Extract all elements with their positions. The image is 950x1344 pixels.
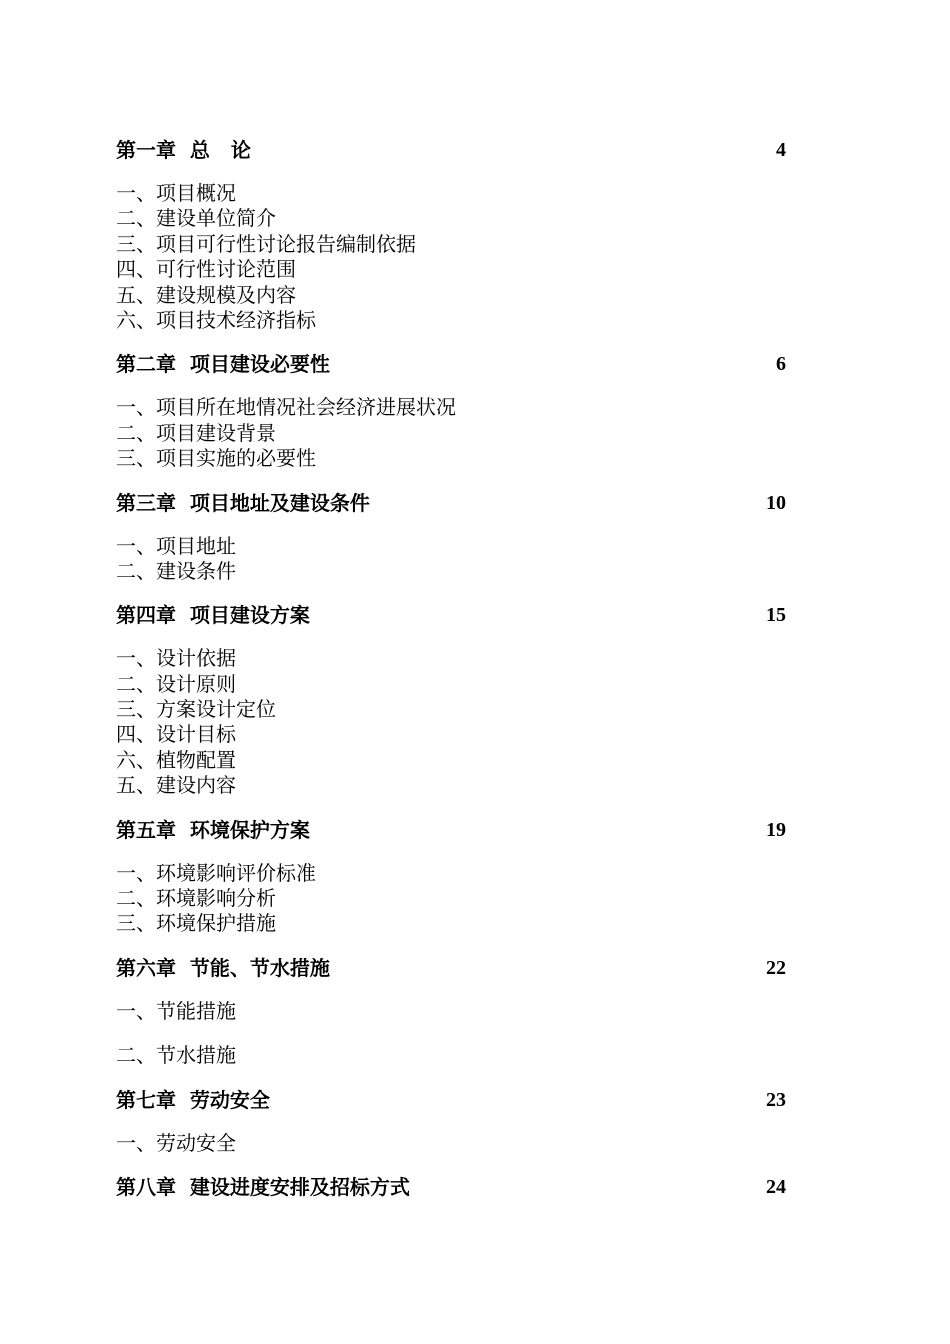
chapter-page-number: 23 xyxy=(766,1088,786,1111)
chapter-title: 第五章 环境保护方案 xyxy=(116,817,310,842)
toc-section[interactable]: 六、植物配置 xyxy=(116,747,236,772)
toc-chapter-7[interactable] xyxy=(116,1086,786,1114)
toc-section[interactable]: 四、可行性讨论范围 xyxy=(116,257,296,282)
toc-section[interactable]: 二、建设条件 xyxy=(116,558,236,583)
toc-section[interactable]: 一、节能措施 xyxy=(116,998,236,1023)
chapter-title: 第七章 劳动安全 xyxy=(116,1087,270,1112)
toc-section[interactable]: 一、项目概况 xyxy=(116,181,236,205)
toc-section[interactable]: 一、设计依据 xyxy=(116,646,236,671)
toc-section[interactable]: 一、劳动安全 xyxy=(116,1130,236,1155)
chapter-title: 第六章 节能、节水措施 xyxy=(116,955,330,980)
toc-section[interactable]: 五、建设规模及内容 xyxy=(116,282,296,307)
chapter-title: 第一章 总 论 xyxy=(116,138,251,162)
toc-section[interactable]: 二、设计原则 xyxy=(116,671,236,696)
toc-chapter-6[interactable] xyxy=(116,954,786,982)
toc-section[interactable]: 一、项目地址 xyxy=(116,533,236,558)
chapter-page-number: 19 xyxy=(766,818,786,841)
chapter-title: 第三章 项目地址及建设条件 xyxy=(116,490,370,515)
toc-section[interactable]: 三、方案设计定位 xyxy=(116,697,276,722)
toc-chapter-5[interactable] xyxy=(116,816,786,844)
chapter-title: 第八章 建设进度安排及招标方式 xyxy=(116,1174,410,1199)
chapter-1-sections xyxy=(116,181,786,333)
chapter-page-number: 10 xyxy=(766,491,786,514)
toc-section[interactable]: 二、环境影响分析 xyxy=(116,886,276,911)
toc-section[interactable]: 六、项目技术经济指标 xyxy=(116,307,316,332)
toc-section[interactable]: 二、项目建设背景 xyxy=(116,420,276,445)
chapter-page-number: 6 xyxy=(776,353,786,376)
chapter-4-sections xyxy=(116,646,786,798)
toc-section[interactable]: 一、项目所在地情况社会经济进展状况 xyxy=(116,395,456,420)
chapter-title: 第二章 项目建设必要性 xyxy=(116,352,330,377)
toc-section[interactable]: 三、项目实施的必要性 xyxy=(116,446,316,471)
table-of-contents xyxy=(116,136,786,1201)
toc-section[interactable]: 五、建设内容 xyxy=(116,773,236,798)
toc-section[interactable]: 二、建设单位简介 xyxy=(116,206,276,231)
chapter-5-sections xyxy=(116,861,786,937)
chapter-2-sections xyxy=(116,395,786,471)
toc-chapter-1[interactable] xyxy=(116,136,786,164)
toc-section[interactable]: 三、环境保护措施 xyxy=(116,911,276,936)
toc-chapter-2[interactable] xyxy=(116,350,786,378)
toc-section[interactable]: 三、项目可行性讨论报告编制依据 xyxy=(116,231,416,256)
toc-section[interactable]: 一、环境影响评价标准 xyxy=(116,860,316,885)
chapter-page-number: 15 xyxy=(766,604,786,627)
chapter-page-number: 4 xyxy=(776,139,786,161)
toc-chapter-3[interactable] xyxy=(116,489,786,517)
chapter-page-number: 22 xyxy=(766,956,786,979)
chapter-page-number: 24 xyxy=(766,1175,786,1198)
chapter-7-sections xyxy=(116,1131,786,1156)
chapter-title: 第四章 项目建设方案 xyxy=(116,603,310,628)
toc-section[interactable]: 四、设计目标 xyxy=(116,722,236,747)
toc-chapter-4[interactable] xyxy=(116,601,786,629)
toc-section[interactable]: 二、节水措施 xyxy=(116,1043,236,1068)
chapter-3-sections xyxy=(116,534,786,585)
toc-chapter-8[interactable] xyxy=(116,1173,786,1201)
chapter-6-sections xyxy=(116,999,786,1069)
